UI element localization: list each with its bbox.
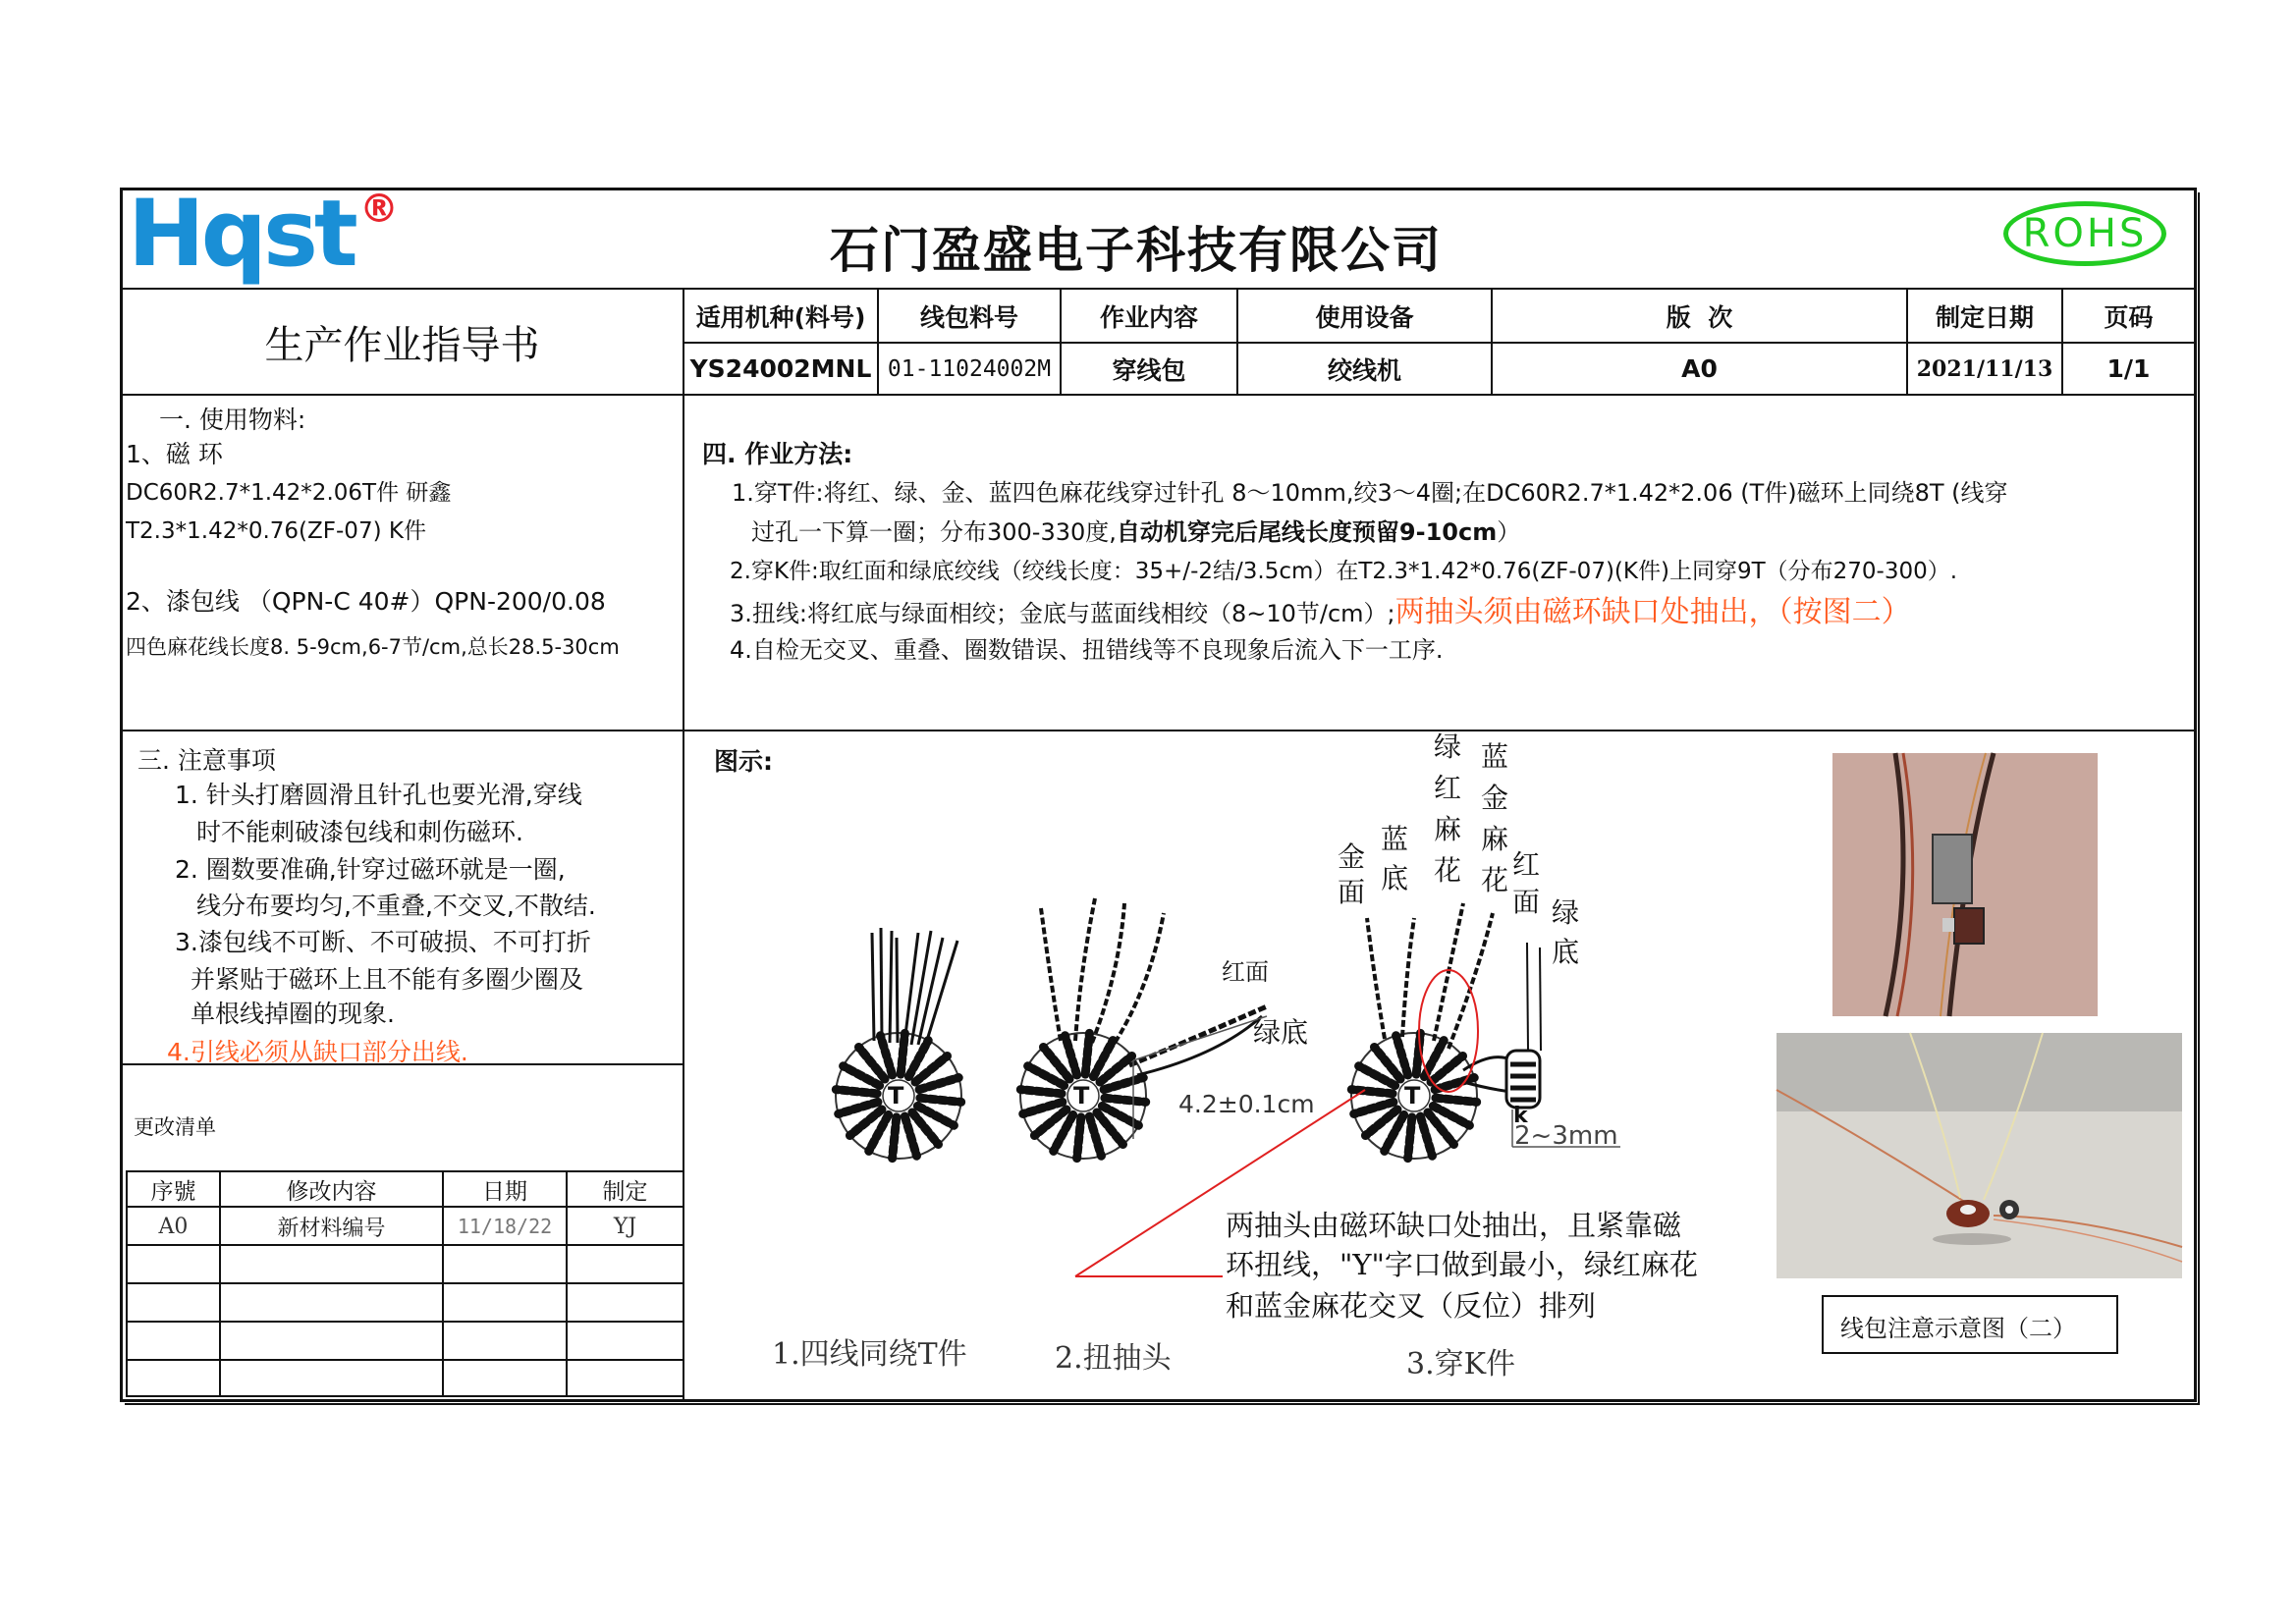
callout-line: 和蓝金麻花交叉（反位）排列	[1226, 1289, 1597, 1323]
value-date: 2021/11/13	[1916, 355, 2053, 382]
winding-turn	[1436, 1098, 1477, 1102]
frame-top	[120, 188, 2197, 190]
winding-turn	[1085, 1033, 1089, 1074]
notes-heading: 三. 注意事项	[137, 746, 276, 775]
frame-right-shadow	[2198, 192, 2200, 1404]
col-header-page: 页码	[2104, 302, 2154, 332]
k-core-label: k	[1513, 1104, 1528, 1128]
note-line: 线分布要均匀,不重叠,不交叉,不散结.	[196, 892, 596, 920]
method-step-1-plain: 过孔一下算一圈；分布300-330度,	[751, 518, 1117, 546]
material-line: DC60R2.7*1.42*2.06T件 研鑫	[126, 480, 452, 506]
fig2-dimension: 4.2±0.1cm	[1178, 1090, 1315, 1118]
change-row-date: 11/18/22	[457, 1215, 553, 1238]
change-list-title: 更改清单	[134, 1115, 216, 1139]
figure-2-core-label: T	[1073, 1082, 1090, 1110]
materials-heading: 一. 使用物料:	[159, 406, 306, 434]
fig2-green-label: 绿底	[1253, 1016, 1309, 1049]
col-header-coil-part: 线包料号	[919, 302, 1018, 332]
winding-turn	[1351, 1090, 1393, 1094]
material-line: 1、磁 环	[126, 440, 223, 468]
method-step-3-plain: 3.扭线:将红底与绿面相绞；金底与蓝面线相绞（8~10节/cm）;	[730, 600, 1395, 627]
method-step-3-warning: 两抽头须由磁环缺口处抽出，（按图二）	[1394, 595, 1911, 629]
change-header-date: 日期	[482, 1178, 527, 1205]
logo-text: Hqst	[128, 181, 355, 288]
change-row-author: YJ	[613, 1214, 637, 1239]
material-line: 2、漆包线 （QPN-C 40#）QPN-200/0.08	[126, 587, 606, 616]
photo-2	[1777, 1033, 2182, 1278]
value-coil-part: 01-11024002M	[887, 355, 1052, 382]
change-row-seq: A0	[158, 1214, 189, 1239]
col-header-version: 版 次	[1666, 302, 1733, 332]
note-line: 3.漆包线不可断、不可破损、不可打折	[175, 928, 591, 956]
col-header-equipment: 使用设备	[1315, 302, 1414, 332]
change-header-seq: 序號	[150, 1178, 196, 1205]
figure-caption-2: 2.扭抽头	[1055, 1341, 1172, 1376]
rohs-badge	[2003, 201, 2166, 266]
figure-3-core-label: T	[1404, 1082, 1421, 1110]
header-bottom-line	[120, 394, 2197, 396]
fig3-label-green-red: 绿红麻花	[1434, 731, 1462, 887]
document-title: 生产作业指导书	[264, 322, 540, 368]
value-equipment: 绞线机	[1327, 355, 1401, 385]
col-header-model: 适用机种(料号)	[695, 302, 866, 332]
col-header-operation: 作业内容	[1099, 302, 1198, 332]
winding-turn	[1077, 1117, 1081, 1159]
note-line: 2. 圈数要准确,针穿过磁环就是一圈,	[175, 855, 566, 884]
winding-turn	[836, 1090, 877, 1094]
frame-bottom-shadow	[125, 1403, 2200, 1405]
figure-caption-3: 3.穿K件	[1406, 1347, 1516, 1381]
method-step-3	[730, 587, 1911, 630]
figure-caption-1: 1.四线同绕T件	[772, 1337, 967, 1372]
value-page: 1/1	[2106, 354, 2151, 383]
note-line: 1. 针头打磨圆滑且针孔也要光滑,穿线	[175, 781, 582, 809]
note-warning: 4.引线必须从缺口部分出线.	[167, 1038, 468, 1066]
note-line: 时不能刺破漆包线和刺伤磁环.	[196, 818, 523, 846]
fig2-red-label: 红面	[1222, 958, 1269, 986]
value-model: YS24002MNL	[689, 354, 872, 383]
method-heading: 四. 作业方法:	[702, 440, 853, 468]
logo	[128, 181, 412, 288]
figure-1-core-label: T	[888, 1082, 904, 1110]
callout-line: 环扭线，"Y"字口做到最小，绿红麻花	[1226, 1248, 1698, 1281]
change-header-author: 制定	[602, 1178, 648, 1205]
fig3-label-gold: 金面	[1338, 840, 1366, 908]
method-step-4: 4.自检无交叉、重叠、圈数错误、扭错线等不良现象后流入下一工序.	[730, 636, 1444, 664]
photo-1	[1832, 753, 2098, 1016]
fig3-label-green: 绿底	[1552, 896, 1580, 968]
note-line: 并紧贴于磁环上且不能有多圈少圈及	[191, 965, 584, 994]
winding-turn	[893, 1117, 897, 1159]
figure-2-toroid	[1020, 898, 1267, 1159]
registered-mark: ®	[359, 187, 399, 232]
fig3-label-blue: 蓝底	[1381, 823, 1409, 894]
value-operation: 穿线包	[1112, 355, 1186, 385]
col-header-date: 制定日期	[1935, 302, 2034, 332]
diagram-heading: 图示:	[714, 747, 773, 776]
method-step-1-end: ）	[1497, 518, 1521, 546]
note-line: 单根线掉圈的现象.	[191, 1000, 395, 1028]
winding-turn	[1020, 1090, 1062, 1094]
method-step-2: 2.穿K件:取红面和绿底绞线（绞线长度：35+/-2结/3.5cm）在T2.3*1.42*0.76(ZF-07)(K件)上同穿9T（分布270-300）.	[730, 559, 1958, 584]
material-line: 四色麻花线长度8. 5-9cm,6-7节/cm,总长28.5-30cm	[126, 635, 620, 659]
rohs-text: ROHS	[2022, 211, 2148, 256]
fig3-label-blue-gold: 蓝金麻花	[1481, 740, 1509, 896]
fig3-dimension: 2~3mm	[1514, 1121, 1618, 1151]
fig3-label-red: 红面	[1512, 848, 1541, 918]
change-row-content: 新材料编号	[277, 1216, 386, 1241]
frame-bottom	[120, 1399, 2197, 1402]
method-step-1-cont	[751, 513, 1520, 547]
value-version: A0	[1681, 354, 1718, 383]
change-header-content: 修改内容	[286, 1178, 377, 1205]
winding-turn	[1105, 1098, 1146, 1102]
winding-turn	[1408, 1117, 1412, 1159]
company-name: 石门盈盛电子科技有限公司	[830, 222, 1443, 279]
method-step-1-bold: 自动机穿完后尾线长度预留9-10cm	[1116, 518, 1498, 546]
frame-right	[2194, 188, 2197, 1402]
photo-caption: 线包注意示意图（二）	[1840, 1315, 2076, 1342]
method-step-1: 1.穿T件:将红、绿、金、蓝四色麻花线穿过针孔 8～10mm,绞3～4圈;在DC60R2.7*1.42*2.06 (T件)磁环上同绕8T (线穿	[732, 479, 2008, 507]
material-line: T2.3*1.42*0.76(ZF-07) K件	[126, 518, 426, 544]
winding-turn	[920, 1098, 961, 1102]
figure-1-toroid	[836, 928, 961, 1159]
callout-line: 两抽头由磁环缺口处抽出，且紧靠磁	[1226, 1209, 1682, 1242]
